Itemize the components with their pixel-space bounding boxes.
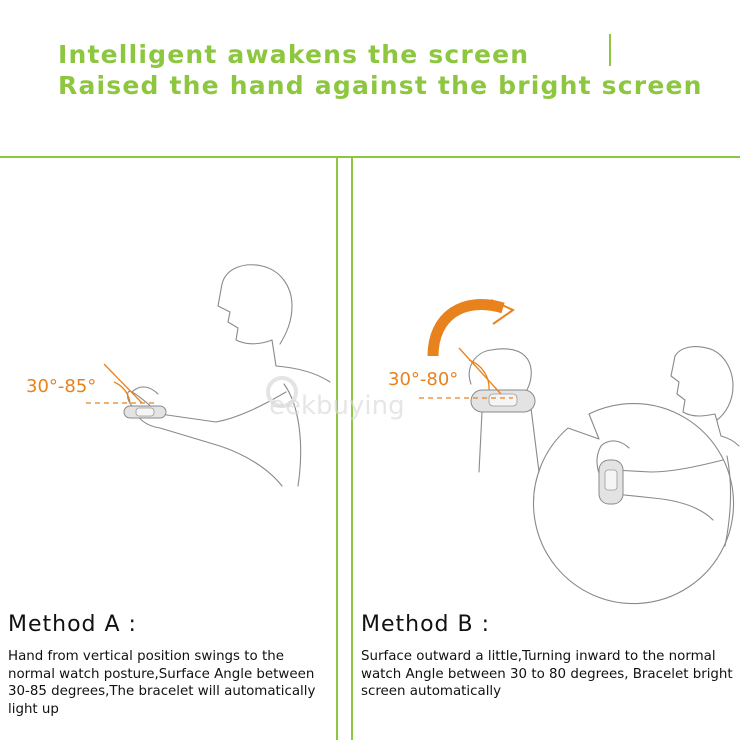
watermark-text: eekbuying — [269, 391, 405, 421]
wristband — [124, 406, 166, 418]
person-sketch — [128, 265, 331, 486]
closeup-arrow — [433, 300, 513, 356]
angle-range-label: 30°-80° — [388, 369, 459, 390]
angle-range-label: 30°-85° — [26, 376, 97, 397]
method-a-description: Hand from vertical position swings to the normal watch posture,Surface Angle between 30-85 degrees,The bracelet will automatically light up — [8, 649, 316, 717]
method-a-panel — [0, 156, 338, 740]
method-b-title: Method B : — [361, 612, 491, 637]
closeup-wristband — [471, 390, 535, 412]
method-b-illustration — [269, 156, 740, 606]
method-a-title: Method A : — [8, 612, 137, 637]
headline-line-2: Raised the hand against the bright screen — [58, 71, 703, 100]
method-b-panel — [269, 156, 740, 740]
person-sketch — [597, 347, 739, 546]
zoom-callout — [534, 335, 740, 604]
angle-guide — [86, 364, 156, 403]
headline-line-1: Intelligent awakens the screen — [58, 40, 530, 69]
method-b-description: Surface outward a little,Turning inward to the normal watch Angle between 30 to 80 degrees, Bracelet bright screen automatically — [361, 649, 733, 699]
wristband — [599, 460, 623, 504]
method-a-illustration — [0, 156, 336, 606]
text-cursor-mark — [609, 34, 611, 66]
